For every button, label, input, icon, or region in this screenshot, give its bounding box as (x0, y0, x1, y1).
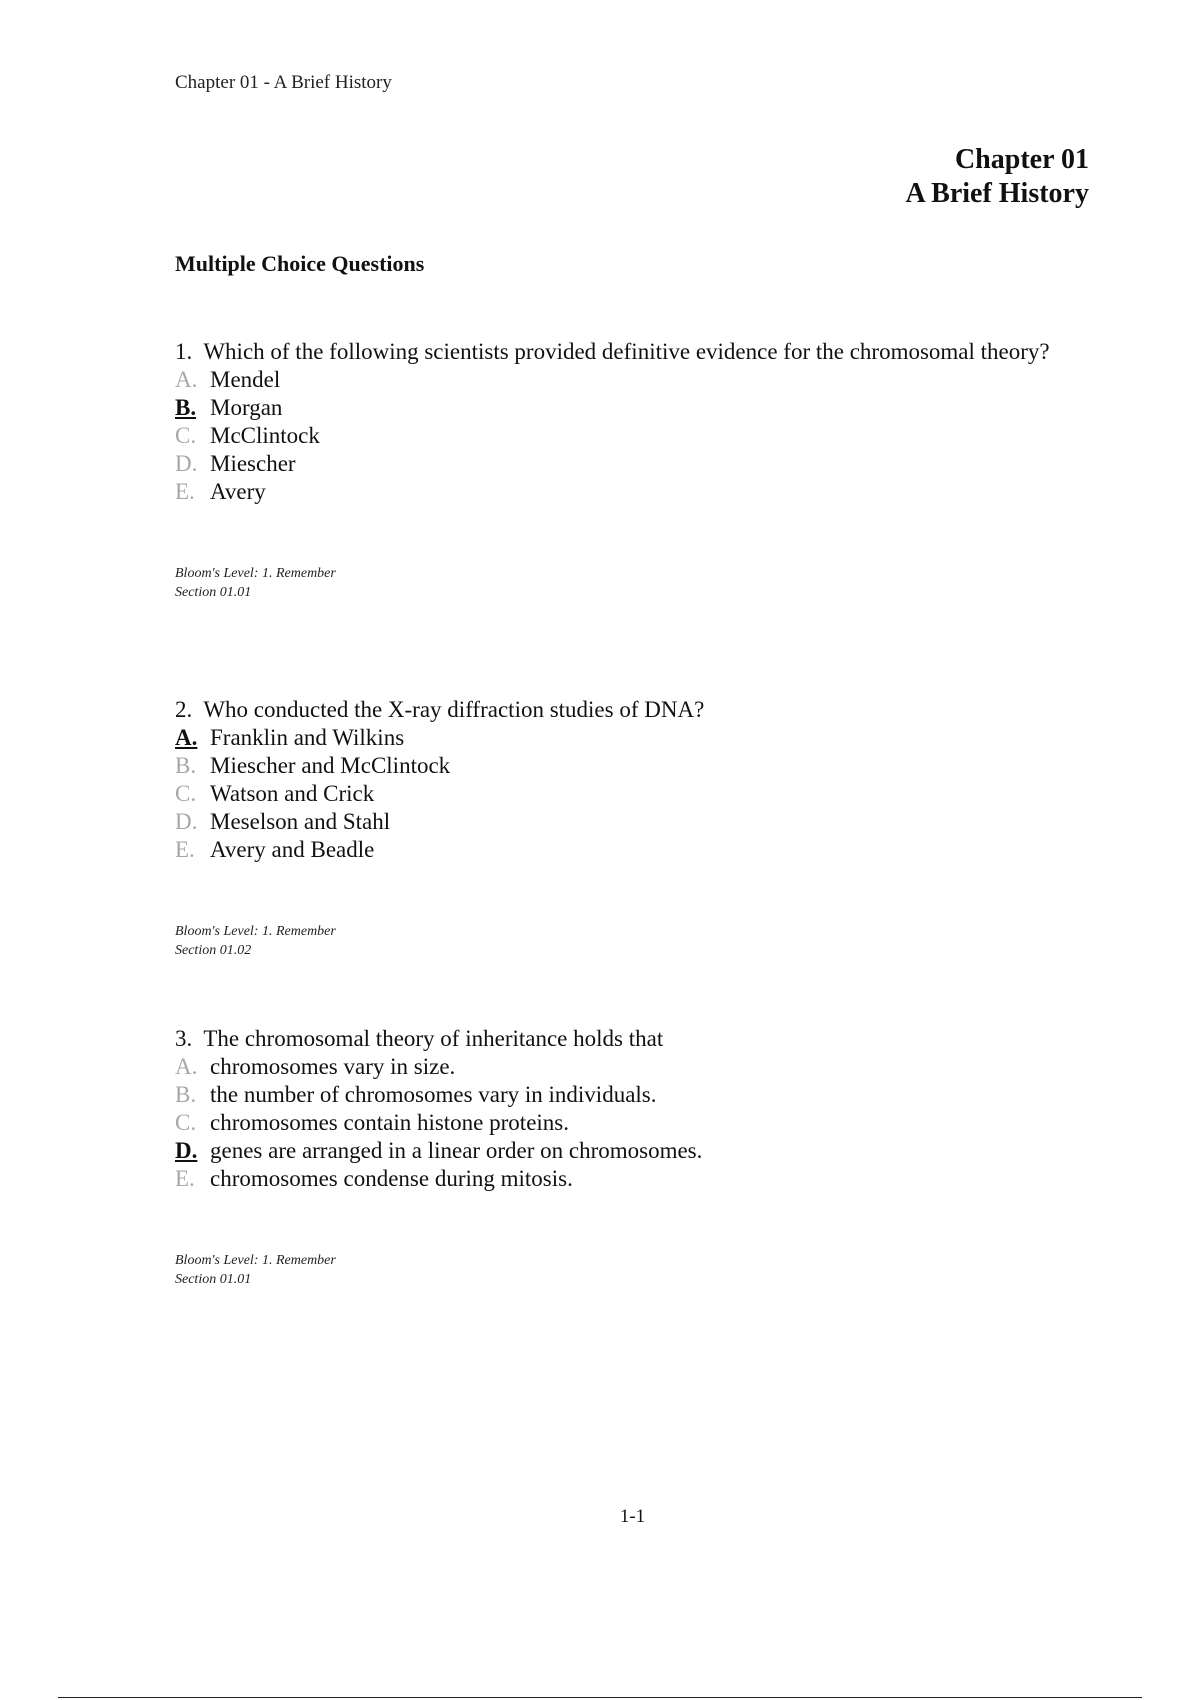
option-a (175, 366, 1055, 394)
chapter-name: A Brief History (905, 178, 1089, 209)
question-3 (175, 1025, 1055, 1289)
option-letter: B. (175, 753, 197, 778)
question-metadata (175, 1251, 1055, 1289)
option-text: chromosomes contain histone proteins. (210, 1110, 569, 1135)
option-letter: C. (175, 423, 197, 448)
option-letter: B. (175, 1082, 197, 1107)
option-text: Avery (210, 479, 266, 504)
option-a (175, 1053, 1055, 1081)
option-letter: D. (175, 1138, 198, 1163)
question-text: Which of the following scientists provided definitive evidence for the chromosomal theory? (203, 339, 1050, 364)
option-b-correct (175, 394, 1055, 422)
chapter-title (905, 143, 1089, 211)
question-text: Who conducted the X-ray diffraction studies of DNA? (203, 697, 705, 722)
answer-options (175, 724, 1055, 864)
option-text: Franklin and Wilkins (210, 725, 405, 750)
option-text: genes are arranged in a linear order on chromosomes. (210, 1138, 703, 1163)
answer-options (175, 366, 1055, 506)
option-d (175, 450, 1055, 478)
option-letter: E. (175, 837, 195, 862)
question-stem (175, 696, 1055, 724)
page-bottom-rule (58, 1697, 1142, 1698)
question-1 (175, 338, 1055, 602)
page-number: 1-1 (619, 1506, 646, 1527)
option-e (175, 478, 1055, 506)
option-c (175, 422, 1055, 450)
option-letter: D. (175, 809, 198, 834)
option-a-correct (175, 724, 1055, 752)
option-b (175, 752, 1055, 780)
option-letter: A. (175, 367, 198, 392)
section-heading: Multiple Choice Questions (175, 251, 425, 276)
option-letter: A. (175, 725, 198, 750)
chapter-number: Chapter 01 (954, 144, 1089, 175)
question-stem (175, 338, 1055, 366)
option-text: Meselson and Stahl (210, 809, 391, 834)
option-text: Mendel (210, 367, 281, 392)
option-e (175, 1165, 1055, 1193)
option-letter: E. (175, 1166, 195, 1191)
question-text: The chromosomal theory of inheritance holds that (203, 1026, 664, 1051)
option-letter: A. (175, 1054, 198, 1079)
option-text: Avery and Beadle (210, 837, 375, 862)
option-d-correct (175, 1137, 1055, 1165)
section-ref: Section 01.01 (175, 1272, 252, 1287)
option-letter: C. (175, 781, 197, 806)
option-text: Watson and Crick (210, 781, 375, 806)
option-b (175, 1081, 1055, 1109)
question-stem (175, 1025, 1055, 1053)
option-text: McClintock (210, 423, 320, 448)
option-c (175, 780, 1055, 808)
option-letter: D. (175, 451, 198, 476)
running-header: Chapter 01 - A Brief History (175, 72, 392, 93)
question-number: 2. (175, 697, 193, 722)
option-text: chromosomes condense during mitosis. (210, 1166, 573, 1191)
option-c (175, 1109, 1055, 1137)
option-letter: C. (175, 1110, 197, 1135)
question-metadata (175, 564, 1055, 602)
answer-options (175, 1053, 1055, 1193)
option-text: Morgan (210, 395, 283, 420)
question-number: 1. (175, 339, 193, 364)
section-ref: Section 01.02 (175, 943, 252, 958)
blooms-level: Bloom's Level: 1. Remember (175, 566, 336, 581)
option-letter: E. (175, 479, 195, 504)
question-metadata (175, 922, 1055, 960)
option-letter: B. (175, 395, 197, 420)
option-text: chromosomes vary in size. (210, 1054, 456, 1079)
option-text: Miescher (210, 451, 296, 476)
blooms-level: Bloom's Level: 1. Remember (175, 1253, 336, 1268)
option-text: Miescher and McClintock (210, 753, 451, 778)
question-2 (175, 696, 1055, 960)
question-number: 3. (175, 1026, 193, 1051)
option-text: the number of chromosomes vary in individuals. (210, 1082, 657, 1107)
option-d (175, 808, 1055, 836)
option-e (175, 836, 1055, 864)
section-ref: Section 01.01 (175, 585, 252, 600)
blooms-level: Bloom's Level: 1. Remember (175, 924, 336, 939)
